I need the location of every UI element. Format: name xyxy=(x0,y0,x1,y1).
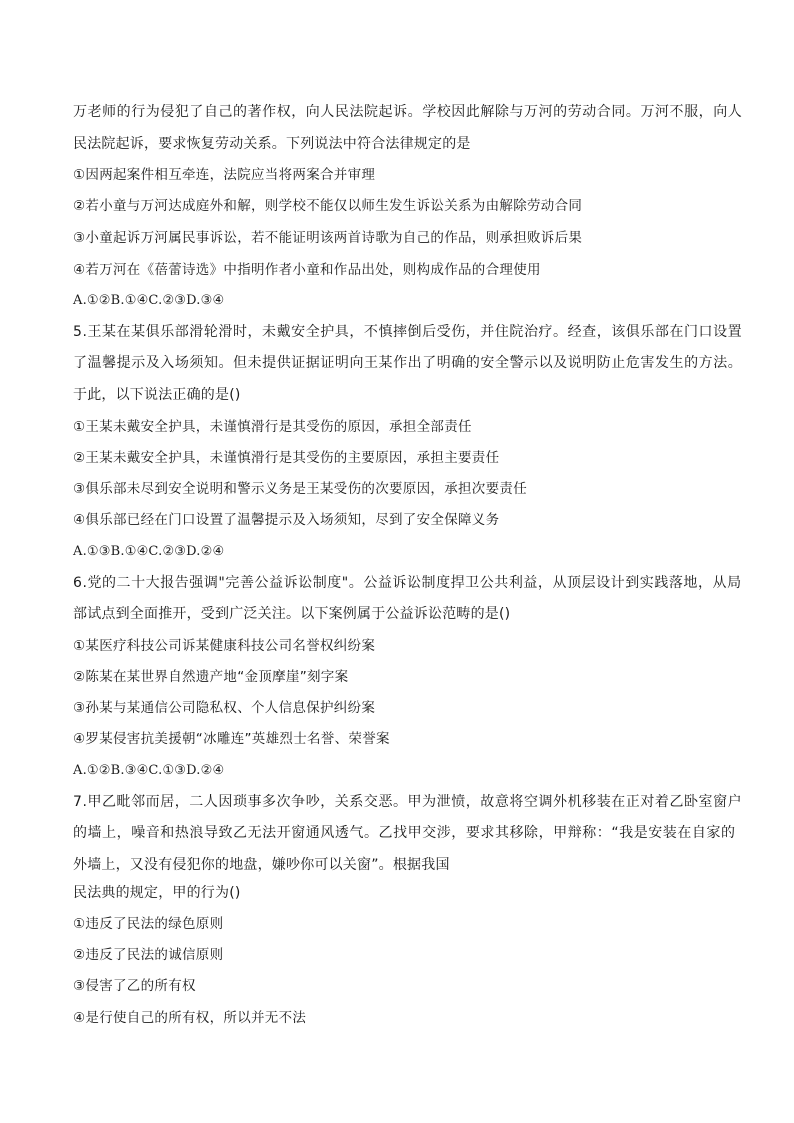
option-line: ②王某未戴安全护具，未谨慎滑行是其受伤的主要原因，承担主要责任 xyxy=(73,450,500,466)
question-text: 6.党的二十大报告强调"完善公益诉讼制度"。公益诉讼制度捍卫公共利益，从顶层设计到实践落地，从局 xyxy=(73,575,742,591)
text-line: 民法院起诉，要求恢复劳动关系。下列说法中符合法律规定的是 xyxy=(73,136,471,152)
option-line: ④是行使自己的所有权，所以并无不法 xyxy=(73,1010,307,1026)
answer-choices: A.①③B.①④C.②③D.②④ xyxy=(73,544,225,559)
question-text: 部试点到全面推开，受到广泛关注。以下案例属于公益诉讼范畴的是() xyxy=(73,606,511,622)
option-line: ①王某未戴安全护具，未谨慎滑行是其受伤的原因，承担全部责任 xyxy=(73,419,472,435)
question-text: 的墙上，噪音和热浪导致乙无法开窗通风透气。乙找甲交涉，要求其移除，甲辩称：“我是安装在自家的 xyxy=(73,825,736,841)
answer-choices: A.①②B.③④C.①③D.②④ xyxy=(73,763,225,778)
option-line: ②陈某在某世界自然遗产地“金顶摩崖”刻字案 xyxy=(73,669,349,685)
text-line: 万老师的行为侵犯了自己的著作权，向人民法院起诉。学校因此解除与万河的劳动合同。万河不服，向人 xyxy=(73,104,743,120)
option-line: ②违反了民法的诚信原则 xyxy=(73,947,224,963)
question-text: 外墙上，又没有侵犯你的地盘，嫌吵你可以关窗”。根据我国 xyxy=(73,857,450,873)
option-line: ③侵害了乙的所有权 xyxy=(73,978,196,994)
answer-choices: A.①②B.①④C.②③D.③④ xyxy=(73,293,225,308)
question-text: 5.王某在某俱乐部滑轮滑时，未戴安全护具，不慎摔倒后受伤，并住院治疗。经查，该俱乐部在门口设置 xyxy=(73,324,743,340)
option-line: ③小童起诉万河属民事诉讼，若不能证明该两首诗歌为自己的作品，则承担败诉后果 xyxy=(73,230,583,246)
question-text: 民法典的规定，甲的行为() xyxy=(73,885,241,901)
question-text: 7.甲乙毗邻而居，二人因琐事多次争吵，关系交恶。甲为泄愤，故意将空调外机移装在正对着乙卧室窗户 xyxy=(73,794,743,810)
option-line: ③孙某与某通信公司隐私权、个人信息保护纠纷案 xyxy=(73,700,376,716)
option-line: ②若小童与万河达成庭外和解，则学校不能仅以师生发生诉讼关系为由解除劳动合同 xyxy=(73,198,583,214)
option-line: ①某医疗科技公司诉某健康科技公司名誉权纠纷案 xyxy=(73,638,376,654)
question-text: 了温馨提示及入场须知。但未提供证据证明向王某作出了明确的安全警示以及说明防止危害发生的方法。 xyxy=(73,355,743,371)
option-line: ①违反了民法的绿色原则 xyxy=(73,916,224,932)
option-line: ③俱乐部未尽到安全说明和警示义务是王某受伤的次要原因，承担次要责任 xyxy=(73,481,528,497)
option-line: ④若万河在《蓓蕾诗选》中指明作者小童和作品出处，则构成作品的合理使用 xyxy=(73,262,541,278)
question-text: 于此，以下说法正确的是() xyxy=(73,387,241,403)
option-line: ④罗某侵害抗美援朝“冰雕连”英雄烈士名誉、荣誉案 xyxy=(73,731,390,747)
option-line: ①因两起案件相互牵连，法院应当将两案合并审理 xyxy=(73,167,376,183)
option-line: ④俱乐部已经在门口设置了温馨提示及入场须知，尽到了安全保障义务 xyxy=(73,512,500,528)
